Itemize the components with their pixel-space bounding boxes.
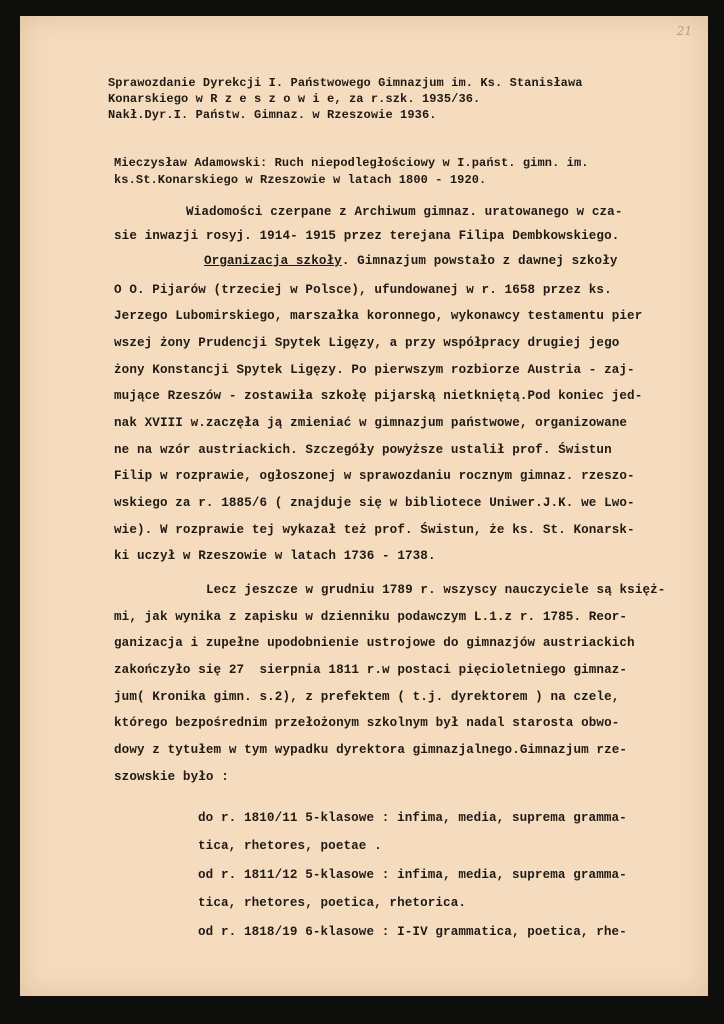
paragraph-2-line: zakończyło się 27 sierpnia 1811 r.w postaci pięcioletniego gimnaz- [114,663,628,677]
paragraph-1-line: Filip w rozprawie, ogłoszonej w sprawozdaniu rocznym gimnaz. rzeszo- [114,469,635,483]
paragraph-2-line: Lecz jeszcze w grudniu 1789 r. wszyscy nauczyciele są księż- [206,583,666,597]
intro-line-2: sie inwazji rosyj. 1914- 1915 przez terejana Filipa Dembkowskiego. [114,229,620,243]
header-line-3: Nakł.Dyr.I. Państw. Gimnaz. w Rzeszowie 1936. [108,108,437,122]
list-item-line: tica, rhetores, poetae . [198,839,382,853]
paragraph-2-line: dowy z tytułem w tym wypadku dyrektora gimnazjalnego.Gimnazjum rze- [114,743,628,757]
paragraph-1-line: mujące Rzeszów - zostawiła szkołę pijarską nietkniętą.Pod koniec jed- [114,389,643,403]
paragraph-1-line: O O. Pijarów (trzeciej w Polsce), ufundowanej w r. 1658 przez ks. [114,283,612,297]
intro-line-1: Wiadomości czerpane z Archiwum gimnaz. uratowanego w cza- [186,205,623,219]
paragraph-2-line: mi, jak wynika z zapisku w dzienniku podawczym L.1.z r. 1785. Reor- [114,610,628,624]
header-line-2: Konarskiego w R z e s z o w i e, za r.szk. 1935/36. [108,92,481,106]
paragraph-2-line: ganizacja i zupełne upodobnienie ustrojowe do gimnazjów austriackich [114,636,635,650]
paragraph-1-line: żony Konstancji Spytek Ligęzy. Po pierwszym rozbiorze Austria - zaj- [114,363,635,377]
list-item-line: od r. 1818/19 6-klasowe : I-IV grammatica, poetica, rhe- [198,925,627,939]
list-item-line: tica, rhetores, poetica, rhetorica. [198,896,467,910]
citation-line-1: Mieczysław Adamowski: Ruch niepodległościowy w I.państ. gimn. im. [114,156,589,170]
paragraph-2-line: jum( Kronika gimn. s.2), z prefektem ( t.j. dyrektorem ) na czele, [114,690,620,704]
paragraph-1-line: wskiego za r. 1885/6 ( znajduje się w bibliotece Uniwer.J.K. we Lwo- [114,496,635,510]
paragraph-1-opening: . Gimnazjum powstało z dawnej szkoły [341,254,618,268]
document-page [20,16,708,996]
paragraph-2-line: szowskie było : [114,770,229,784]
paragraph-1-line: Jerzego Lubomirskiego, marszałka koronnego, wykonawcy testamentu pier [114,309,643,323]
paragraph-1-line: ki uczył w Rzeszowie w latach 1736 - 1738. [114,549,436,563]
list-item-line: do r. 1810/11 5-klasowe : infima, media, suprema gramma- [198,811,627,825]
header-line-1: Sprawozdanie Dyrekcji I. Państwowego Gimnazjum im. Ks. Stanisława [108,76,583,90]
section-heading-line [204,254,618,268]
page-number: 21 [676,24,692,38]
paragraph-1-line: nak XVIII w.zaczęła ją zmieniać w gimnazjum państwowe, organizowane [114,416,628,430]
paragraph-1-line: wszej żony Prudencji Spytek Ligęzy, a przy współpracy drugiej jego [114,336,620,350]
citation-line-2: ks.St.Konarskiego w Rzeszowie w latach 1800 - 1920. [114,173,487,187]
list-item-line: od r. 1811/12 5-klasowe : infima, media, suprema gramma- [198,868,627,882]
paragraph-1-line: ne na wzór austriackich. Szczegóły powyższe ustalił prof. Świstun [114,443,612,457]
paragraph-2-line: którego bezpośrednim przełożonym szkolnym był nadal starosta obwo- [114,716,620,730]
section-heading: Organizacja szkoły [204,254,342,268]
paragraph-1-line: wie). W rozprawie tej wykazał też prof. Świstun, że ks. St. Konarsk- [114,523,635,537]
